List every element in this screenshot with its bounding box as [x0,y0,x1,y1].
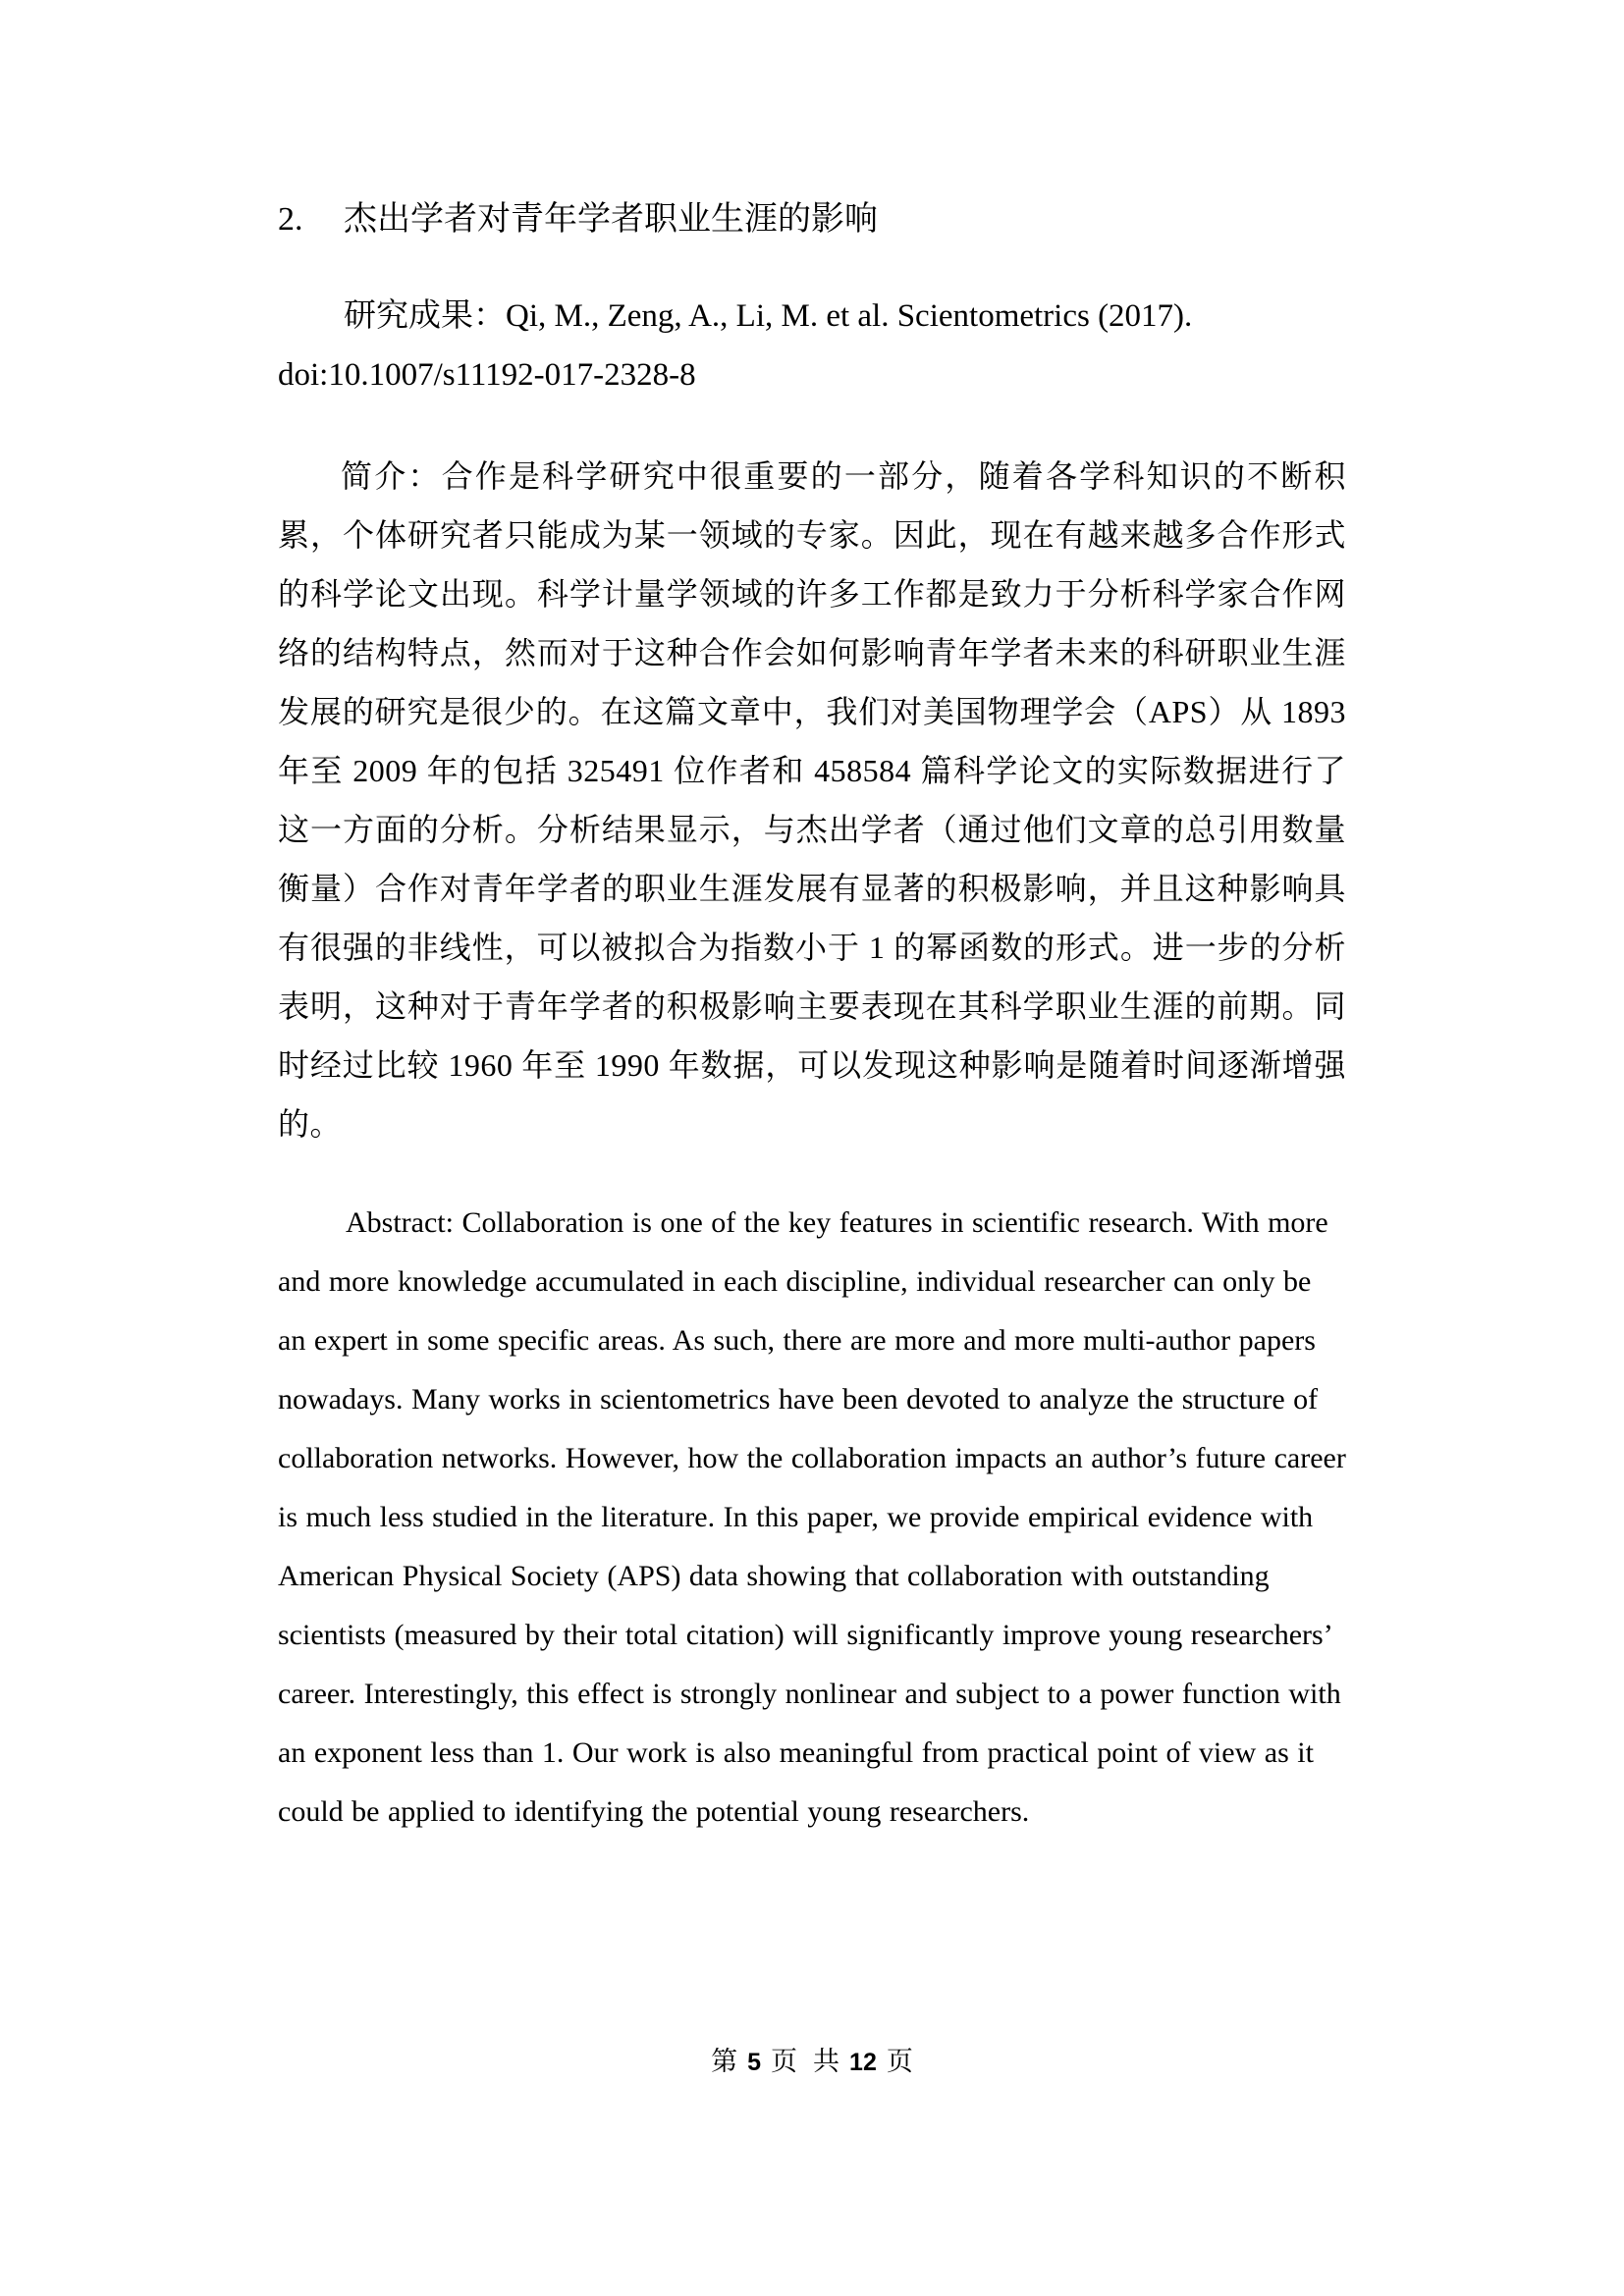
section-heading [278,190,1346,249]
page-footer [0,2045,1624,2079]
citation-doi-text: doi:10.1007/s11192-017-2328-8 [278,357,696,393]
citation-reference-text: 研究成果：Qi, M., Zeng, A., Li, M. et al. Scientometrics (2017). [344,298,1193,334]
footer-total-pages: 12 [849,2049,877,2076]
chinese-intro-paragraph: 简介：合作是科学研究中很重要的一部分，随着各学科知识的不断积累，个体研究者只能成为某一领域的专家。因此，现在有越来越多合作形式的科学论文出现。科学计量学领域的许多工作都是致力于分析科学家合作网络的结构特点，然而对于这种合作会如何影响青年学者未来的科研职业生涯发展的研究是很少的。在这篇文章中，我们对美国物理学会（APS）从 1893 年至 2009 年的包括 325491 位作者和 458584 篇科学论文的实际数据进行了这一方面的分析。分析结果显示，与杰出学者（通过他们文章的总引用数量衡量）合作对青年学者的职业生涯发展有显著的积极影响，并且这种影响具有很强的非线性，可以被拟合为指数小于 1 的幂函数的形式。进一步的分析表明，这种对于青年学者的积极影响主要表现在其科学职业生涯的前期。同时经过比较 1960 年至 1990 年数据，可以发现这种影响是随着时间逐渐增强的。 [278,458,1346,1142]
english-abstract-paragraph: Abstract: Collaboration is one of the key features in scientific research. With more and more knowledge accumulated in each discipline, individual researcher can only be an expert in some specific areas. As such, there are more and more multi-author papers nowadays. Many works in scientometrics have been devoted to analyze the structure of collaboration networks. However, how the collaboration impacts an author’s future career is much less studied in the literature. In this paper, we provide empirical evidence with American Physical Society (APS) data showing that collaboration with outstanding scientists (measured by their total citation) will significantly improve young researchers’ career. Interestingly, this effect is strongly nonlinear and subject to a power function with an exponent less than 1. Our work is also meaningful from practical point of view as it could be applied to identifying the potential young researchers. [278,1206,1346,1828]
section-number: 2. [278,201,303,238]
footer-label-ye2: 页 [886,2047,913,2076]
section-title: 杰出学者对青年学者职业生涯的影响 [344,201,878,238]
page-content [278,190,1346,1842]
footer-label-di: 第 [711,2047,738,2076]
citation-paragraph [278,287,1346,404]
footer-page-number: 5 [747,2049,762,2076]
footer-label-ye1: 页 [771,2047,798,2076]
footer-label-gong: 共 [813,2047,840,2076]
